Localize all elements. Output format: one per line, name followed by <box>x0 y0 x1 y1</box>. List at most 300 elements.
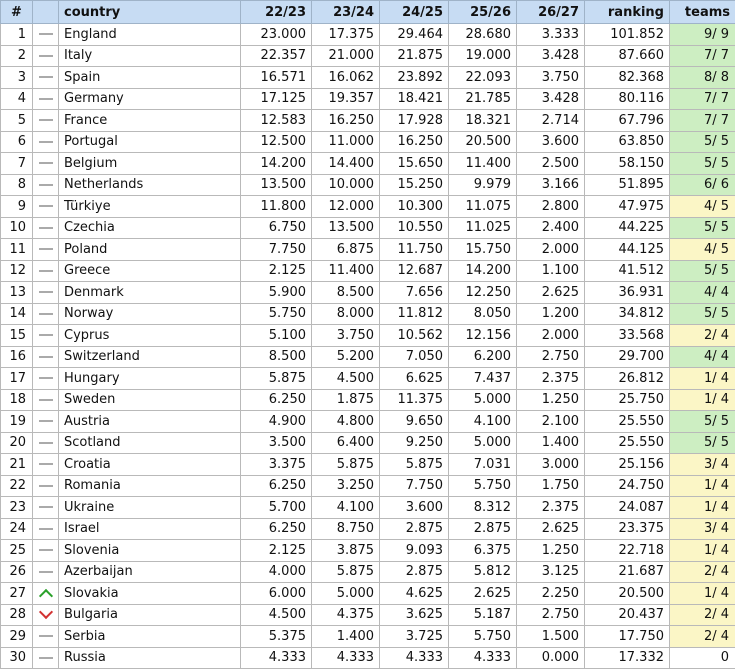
rank-cell: 21 <box>1 454 33 476</box>
trend-cell <box>33 174 59 196</box>
table-row[interactable] <box>1 432 735 454</box>
rank-cell: 16 <box>1 346 33 368</box>
season-25-26-cell: 8.312 <box>449 497 517 519</box>
table-row[interactable] <box>1 540 735 562</box>
season-25-26-cell: 5.000 <box>449 389 517 411</box>
teams-cell: 3/ 4 <box>670 518 735 540</box>
header-season-22-23[interactable]: 22/23 <box>241 1 312 24</box>
trend-cell <box>33 303 59 325</box>
country-cell: Norway <box>59 303 241 325</box>
ranking-cell: 63.850 <box>585 131 670 153</box>
teams-cell: 5/ 5 <box>670 217 735 239</box>
country-cell: Cyprus <box>59 325 241 347</box>
season-23-24-cell: 3.875 <box>312 540 380 562</box>
trend-same-icon <box>39 334 53 336</box>
header-teams[interactable]: teams <box>670 1 735 24</box>
trend-same-icon <box>39 291 53 293</box>
rank-cell: 1 <box>1 24 33 46</box>
season-23-24-cell: 16.250 <box>312 110 380 132</box>
season-26-27-cell: 1.250 <box>517 389 585 411</box>
season-25-26-cell: 5.000 <box>449 432 517 454</box>
rank-cell: 7 <box>1 153 33 175</box>
season-23-24-cell: 5.875 <box>312 454 380 476</box>
season-23-24-cell: 1.400 <box>312 626 380 648</box>
trend-same-icon <box>39 227 53 229</box>
rank-cell: 28 <box>1 604 33 626</box>
season-24-25-cell: 12.687 <box>380 260 449 282</box>
trend-same-icon <box>39 506 53 508</box>
country-cell: Netherlands <box>59 174 241 196</box>
table-row[interactable] <box>1 497 735 519</box>
trend-same-icon <box>39 76 53 78</box>
trend-cell <box>33 389 59 411</box>
country-cell: England <box>59 24 241 46</box>
trend-cell <box>33 604 59 626</box>
table-row[interactable] <box>1 626 735 648</box>
table-row[interactable] <box>1 346 735 368</box>
teams-cell: 4/ 5 <box>670 196 735 218</box>
season-25-26-cell: 5.750 <box>449 626 517 648</box>
country-cell: Germany <box>59 88 241 110</box>
table-row[interactable] <box>1 368 735 390</box>
season-23-24-cell: 21.000 <box>312 45 380 67</box>
season-24-25-cell: 11.812 <box>380 303 449 325</box>
season-24-25-cell: 2.875 <box>380 518 449 540</box>
country-cell: Sweden <box>59 389 241 411</box>
ranking-cell: 26.812 <box>585 368 670 390</box>
ranking-cell: 101.852 <box>585 24 670 46</box>
trend-same-icon <box>39 205 53 207</box>
trend-cell <box>33 626 59 648</box>
country-cell: Azerbaijan <box>59 561 241 583</box>
trend-cell <box>33 454 59 476</box>
season-24-25-cell: 17.928 <box>380 110 449 132</box>
trend-cell <box>33 432 59 454</box>
header-country[interactable]: country <box>59 1 241 24</box>
trend-same-icon <box>39 377 53 379</box>
rank-cell: 20 <box>1 432 33 454</box>
header-season-26-27[interactable]: 26/27 <box>517 1 585 24</box>
season-26-27-cell: 1.250 <box>517 540 585 562</box>
rank-cell: 24 <box>1 518 33 540</box>
header-rank[interactable]: # <box>1 1 33 24</box>
trend-same-icon <box>39 463 53 465</box>
season-26-27-cell: 3.428 <box>517 45 585 67</box>
ranking-cell: 34.812 <box>585 303 670 325</box>
ranking-cell: 17.332 <box>585 647 670 669</box>
teams-cell: 5/ 5 <box>670 303 735 325</box>
trend-same-icon <box>39 442 53 444</box>
table-row[interactable] <box>1 110 735 132</box>
table-row[interactable] <box>1 583 735 605</box>
trend-same-icon <box>39 141 53 143</box>
teams-cell: 1/ 4 <box>670 475 735 497</box>
teams-cell: 1/ 4 <box>670 368 735 390</box>
table-row[interactable] <box>1 454 735 476</box>
season-24-25-cell: 10.550 <box>380 217 449 239</box>
season-23-24-cell: 16.062 <box>312 67 380 89</box>
trend-cell <box>33 325 59 347</box>
ranking-cell: 25.550 <box>585 432 670 454</box>
season-22-23-cell: 6.000 <box>241 583 312 605</box>
season-24-25-cell: 3.725 <box>380 626 449 648</box>
teams-cell: 5/ 5 <box>670 432 735 454</box>
trend-cell <box>33 239 59 261</box>
season-24-25-cell: 9.093 <box>380 540 449 562</box>
season-24-25-cell: 7.656 <box>380 282 449 304</box>
rank-cell: 13 <box>1 282 33 304</box>
trend-same-icon <box>39 528 53 530</box>
season-23-24-cell: 11.400 <box>312 260 380 282</box>
teams-cell: 4/ 4 <box>670 346 735 368</box>
season-24-25-cell: 3.600 <box>380 497 449 519</box>
rank-cell: 3 <box>1 67 33 89</box>
country-cell: Czechia <box>59 217 241 239</box>
ranking-cell: 87.660 <box>585 45 670 67</box>
ranking-cell: 17.750 <box>585 626 670 648</box>
table-row[interactable] <box>1 45 735 67</box>
season-23-24-cell: 17.375 <box>312 24 380 46</box>
season-23-24-cell: 6.875 <box>312 239 380 261</box>
season-26-27-cell: 2.625 <box>517 518 585 540</box>
season-26-27-cell: 2.400 <box>517 217 585 239</box>
country-cell: Greece <box>59 260 241 282</box>
trend-same-icon <box>39 184 53 186</box>
season-23-24-cell: 11.000 <box>312 131 380 153</box>
season-23-24-cell: 4.100 <box>312 497 380 519</box>
country-cell: Hungary <box>59 368 241 390</box>
teams-cell: 3/ 4 <box>670 454 735 476</box>
season-22-23-cell: 8.500 <box>241 346 312 368</box>
season-25-26-cell: 28.680 <box>449 24 517 46</box>
table-row[interactable] <box>1 24 735 46</box>
season-22-23-cell: 5.900 <box>241 282 312 304</box>
table-row[interactable] <box>1 260 735 282</box>
season-23-24-cell: 8.500 <box>312 282 380 304</box>
trend-cell <box>33 583 59 605</box>
season-25-26-cell: 20.500 <box>449 131 517 153</box>
teams-cell: 1/ 4 <box>670 497 735 519</box>
season-25-26-cell: 4.333 <box>449 647 517 669</box>
table-row[interactable] <box>1 88 735 110</box>
season-25-26-cell: 5.812 <box>449 561 517 583</box>
season-26-27-cell: 2.000 <box>517 325 585 347</box>
trend-same-icon <box>39 248 53 250</box>
season-22-23-cell: 12.583 <box>241 110 312 132</box>
country-cell: Switzerland <box>59 346 241 368</box>
season-24-25-cell: 10.562 <box>380 325 449 347</box>
season-22-23-cell: 16.571 <box>241 67 312 89</box>
header-season-25-26[interactable]: 25/26 <box>449 1 517 24</box>
country-cell: Portugal <box>59 131 241 153</box>
rank-cell: 10 <box>1 217 33 239</box>
country-cell: Romania <box>59 475 241 497</box>
country-cell: France <box>59 110 241 132</box>
trend-cell <box>33 217 59 239</box>
trend-up-icon <box>38 589 52 603</box>
rank-cell: 12 <box>1 260 33 282</box>
season-26-27-cell: 2.375 <box>517 368 585 390</box>
season-26-27-cell: 3.750 <box>517 67 585 89</box>
season-22-23-cell: 5.750 <box>241 303 312 325</box>
trend-cell <box>33 260 59 282</box>
rank-cell: 26 <box>1 561 33 583</box>
season-26-27-cell: 2.250 <box>517 583 585 605</box>
season-22-23-cell: 5.700 <box>241 497 312 519</box>
season-26-27-cell: 3.125 <box>517 561 585 583</box>
season-26-27-cell: 2.750 <box>517 604 585 626</box>
ranking-cell: 67.796 <box>585 110 670 132</box>
table-row[interactable] <box>1 561 735 583</box>
season-22-23-cell: 14.200 <box>241 153 312 175</box>
rank-cell: 11 <box>1 239 33 261</box>
rank-cell: 4 <box>1 88 33 110</box>
season-24-25-cell: 7.050 <box>380 346 449 368</box>
season-24-25-cell: 15.650 <box>380 153 449 175</box>
trend-same-icon <box>39 98 53 100</box>
season-24-25-cell: 7.750 <box>380 475 449 497</box>
trend-cell <box>33 110 59 132</box>
rank-cell: 30 <box>1 647 33 669</box>
season-24-25-cell: 29.464 <box>380 24 449 46</box>
season-23-24-cell: 4.800 <box>312 411 380 433</box>
season-22-23-cell: 6.750 <box>241 217 312 239</box>
rank-cell: 23 <box>1 497 33 519</box>
season-26-27-cell: 1.200 <box>517 303 585 325</box>
season-22-23-cell: 2.125 <box>241 260 312 282</box>
ranking-cell: 44.125 <box>585 239 670 261</box>
teams-cell: 2/ 4 <box>670 325 735 347</box>
season-26-27-cell: 3.000 <box>517 454 585 476</box>
trend-same-icon <box>39 119 53 121</box>
rank-cell: 18 <box>1 389 33 411</box>
season-25-26-cell: 5.750 <box>449 475 517 497</box>
trend-same-icon <box>39 33 53 35</box>
teams-cell: 1/ 4 <box>670 540 735 562</box>
season-25-26-cell: 12.156 <box>449 325 517 347</box>
season-25-26-cell: 21.785 <box>449 88 517 110</box>
season-26-27-cell: 1.400 <box>517 432 585 454</box>
country-cell: Spain <box>59 67 241 89</box>
ranking-cell: 51.895 <box>585 174 670 196</box>
table-row[interactable] <box>1 196 735 218</box>
season-22-23-cell: 5.875 <box>241 368 312 390</box>
header-season-24-25[interactable]: 24/25 <box>380 1 449 24</box>
rank-cell: 19 <box>1 411 33 433</box>
teams-cell: 7/ 7 <box>670 88 735 110</box>
teams-cell: 1/ 4 <box>670 389 735 411</box>
table-row[interactable] <box>1 67 735 89</box>
ranking-cell: 22.718 <box>585 540 670 562</box>
season-23-24-cell: 8.750 <box>312 518 380 540</box>
season-25-26-cell: 6.200 <box>449 346 517 368</box>
season-26-27-cell: 3.166 <box>517 174 585 196</box>
season-24-25-cell: 4.333 <box>380 647 449 669</box>
country-cell: Italy <box>59 45 241 67</box>
table-row[interactable] <box>1 389 735 411</box>
trend-same-icon <box>39 657 53 659</box>
trend-cell <box>33 282 59 304</box>
ranking-cell: 29.700 <box>585 346 670 368</box>
season-25-26-cell: 15.750 <box>449 239 517 261</box>
season-24-25-cell: 9.250 <box>380 432 449 454</box>
season-24-25-cell: 10.300 <box>380 196 449 218</box>
ranking-cell: 24.087 <box>585 497 670 519</box>
teams-cell: 2/ 4 <box>670 604 735 626</box>
trend-same-icon <box>39 549 53 551</box>
season-22-23-cell: 7.750 <box>241 239 312 261</box>
teams-cell: 5/ 5 <box>670 260 735 282</box>
header-season-23-24[interactable]: 23/24 <box>312 1 380 24</box>
season-26-27-cell: 1.750 <box>517 475 585 497</box>
season-22-23-cell: 13.500 <box>241 174 312 196</box>
season-24-25-cell: 23.892 <box>380 67 449 89</box>
season-26-27-cell: 2.625 <box>517 282 585 304</box>
country-cell: Denmark <box>59 282 241 304</box>
ranking-cell: 20.500 <box>585 583 670 605</box>
trend-same-icon <box>39 571 53 573</box>
ranking-cell: 21.687 <box>585 561 670 583</box>
ranking-cell: 80.116 <box>585 88 670 110</box>
rank-cell: 29 <box>1 626 33 648</box>
season-22-23-cell: 4.500 <box>241 604 312 626</box>
season-23-24-cell: 5.875 <box>312 561 380 583</box>
rank-cell: 8 <box>1 174 33 196</box>
season-22-23-cell: 22.357 <box>241 45 312 67</box>
trend-cell <box>33 647 59 669</box>
country-cell: Slovakia <box>59 583 241 605</box>
ranking-cell: 25.550 <box>585 411 670 433</box>
season-26-27-cell: 2.800 <box>517 196 585 218</box>
table-row[interactable] <box>1 647 735 669</box>
season-25-26-cell: 2.875 <box>449 518 517 540</box>
season-25-26-cell: 11.075 <box>449 196 517 218</box>
teams-cell: 0 <box>670 647 735 669</box>
season-23-24-cell: 3.750 <box>312 325 380 347</box>
country-cell: Russia <box>59 647 241 669</box>
teams-cell: 2/ 4 <box>670 626 735 648</box>
season-24-25-cell: 16.250 <box>380 131 449 153</box>
trend-same-icon <box>39 313 53 315</box>
table-row[interactable] <box>1 239 735 261</box>
trend-cell <box>33 561 59 583</box>
header-ranking[interactable]: ranking <box>585 1 670 24</box>
table-row[interactable] <box>1 604 735 626</box>
season-25-26-cell: 4.100 <box>449 411 517 433</box>
teams-cell: 4/ 4 <box>670 282 735 304</box>
trend-same-icon <box>39 399 53 401</box>
trend-same-icon <box>39 485 53 487</box>
country-cell: Poland <box>59 239 241 261</box>
season-23-24-cell: 3.250 <box>312 475 380 497</box>
season-23-24-cell: 8.000 <box>312 303 380 325</box>
season-26-27-cell: 2.714 <box>517 110 585 132</box>
table-row[interactable] <box>1 518 735 540</box>
header-row <box>1 1 735 24</box>
trend-cell <box>33 196 59 218</box>
rank-cell: 22 <box>1 475 33 497</box>
header-trend <box>33 1 59 24</box>
country-cell: Slovenia <box>59 540 241 562</box>
teams-cell: 7/ 7 <box>670 45 735 67</box>
ranking-cell: 47.975 <box>585 196 670 218</box>
season-22-23-cell: 5.375 <box>241 626 312 648</box>
season-25-26-cell: 7.437 <box>449 368 517 390</box>
season-25-26-cell: 19.000 <box>449 45 517 67</box>
ranking-cell: 36.931 <box>585 282 670 304</box>
season-22-23-cell: 17.125 <box>241 88 312 110</box>
ranking-cell: 25.156 <box>585 454 670 476</box>
season-26-27-cell: 2.000 <box>517 239 585 261</box>
teams-cell: 4/ 5 <box>670 239 735 261</box>
season-22-23-cell: 4.333 <box>241 647 312 669</box>
trend-cell <box>33 497 59 519</box>
season-24-25-cell: 4.625 <box>380 583 449 605</box>
country-cell: Belgium <box>59 153 241 175</box>
table-row[interactable] <box>1 174 735 196</box>
season-22-23-cell: 4.900 <box>241 411 312 433</box>
season-26-27-cell: 3.333 <box>517 24 585 46</box>
season-22-23-cell: 12.500 <box>241 131 312 153</box>
season-25-26-cell: 2.625 <box>449 583 517 605</box>
season-26-27-cell: 0.000 <box>517 647 585 669</box>
trend-same-icon <box>39 356 53 358</box>
table-row[interactable] <box>1 325 735 347</box>
trend-down-icon <box>38 605 52 619</box>
table-row[interactable] <box>1 131 735 153</box>
season-24-25-cell: 9.650 <box>380 411 449 433</box>
season-23-24-cell: 12.000 <box>312 196 380 218</box>
season-23-24-cell: 13.500 <box>312 217 380 239</box>
rank-cell: 5 <box>1 110 33 132</box>
season-26-27-cell: 1.100 <box>517 260 585 282</box>
trend-cell <box>33 131 59 153</box>
teams-cell: 2/ 4 <box>670 561 735 583</box>
country-cell: Türkiye <box>59 196 241 218</box>
rank-cell: 27 <box>1 583 33 605</box>
country-cell: Scotland <box>59 432 241 454</box>
trend-same-icon <box>39 270 53 272</box>
season-22-23-cell: 6.250 <box>241 518 312 540</box>
trend-same-icon <box>39 635 53 637</box>
ranking-cell: 24.750 <box>585 475 670 497</box>
season-25-26-cell: 9.979 <box>449 174 517 196</box>
season-25-26-cell: 12.250 <box>449 282 517 304</box>
season-24-25-cell: 6.625 <box>380 368 449 390</box>
teams-cell: 6/ 6 <box>670 174 735 196</box>
table-row[interactable] <box>1 475 735 497</box>
country-cell: Croatia <box>59 454 241 476</box>
season-24-25-cell: 15.250 <box>380 174 449 196</box>
season-25-26-cell: 8.050 <box>449 303 517 325</box>
season-25-26-cell: 22.093 <box>449 67 517 89</box>
rank-cell: 2 <box>1 45 33 67</box>
season-24-25-cell: 5.875 <box>380 454 449 476</box>
table-row[interactable] <box>1 217 735 239</box>
season-25-26-cell: 5.187 <box>449 604 517 626</box>
country-cell: Austria <box>59 411 241 433</box>
season-25-26-cell: 11.400 <box>449 153 517 175</box>
country-cell: Serbia <box>59 626 241 648</box>
table-row[interactable] <box>1 282 735 304</box>
teams-cell: 9/ 9 <box>670 24 735 46</box>
season-26-27-cell: 2.500 <box>517 153 585 175</box>
table-row[interactable] <box>1 153 735 175</box>
table-row[interactable] <box>1 411 735 433</box>
season-22-23-cell: 2.125 <box>241 540 312 562</box>
season-23-24-cell: 10.000 <box>312 174 380 196</box>
table-row[interactable] <box>1 303 735 325</box>
